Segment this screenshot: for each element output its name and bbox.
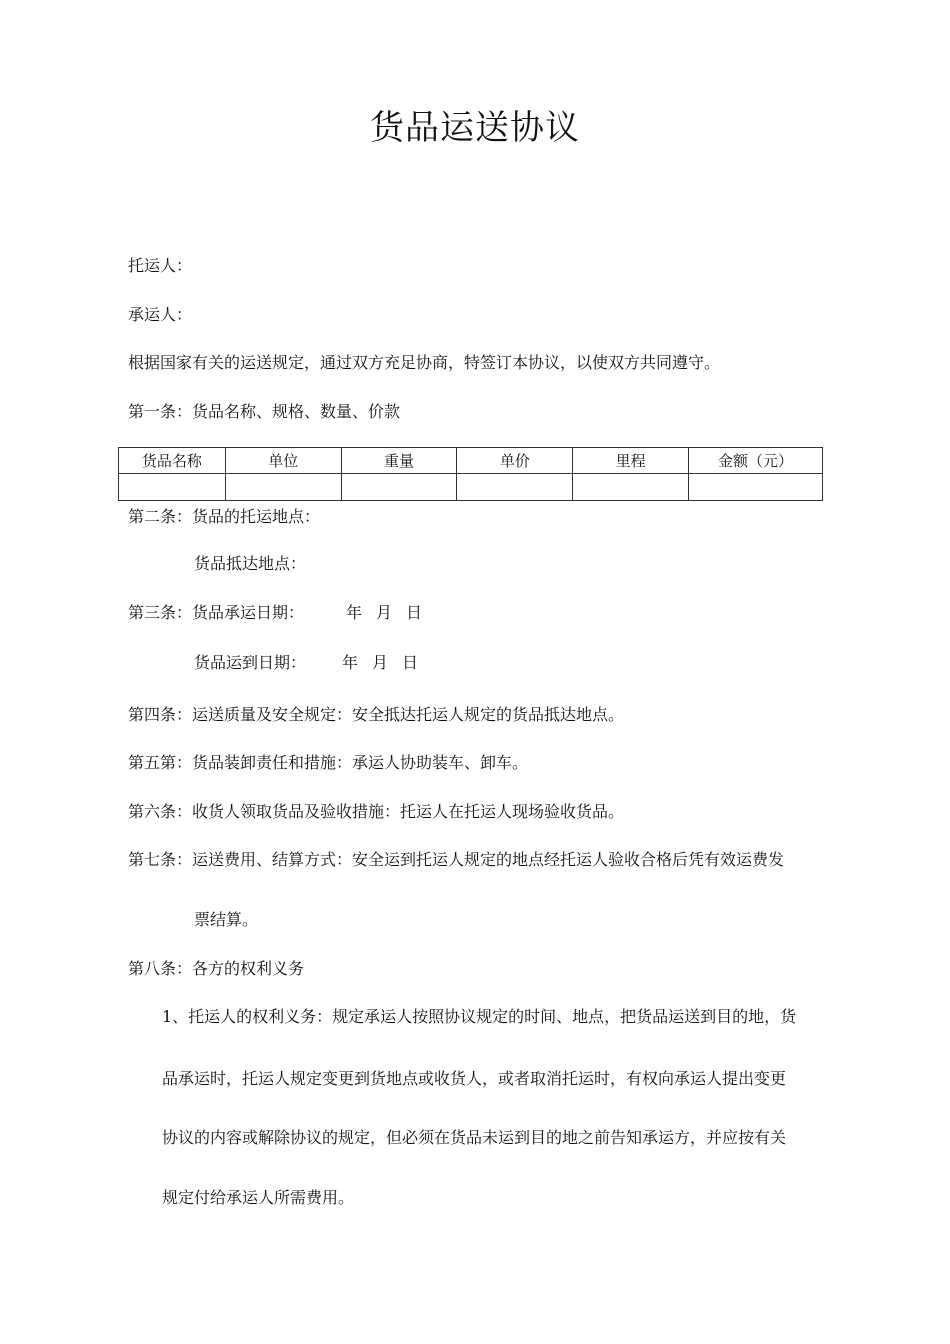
- article-7-line-2: 票结算。: [194, 910, 259, 929]
- year-unit: 年: [346, 603, 363, 622]
- month-unit: 月: [372, 653, 389, 672]
- article-8-heading: 第八条：各方的权利义务: [128, 959, 305, 978]
- table-row: [119, 474, 823, 501]
- month-unit: 月: [376, 603, 393, 622]
- arrival-date-label: 货品运到日期：: [194, 653, 307, 672]
- article-8-item-1-line: 规定付给承运人所需费用。: [162, 1188, 355, 1207]
- article-3-ship-date: [128, 602, 436, 624]
- consignor-label: 托运人：: [128, 256, 193, 275]
- carrier-label: 承运人：: [128, 305, 193, 324]
- table-cell[interactable]: [573, 474, 689, 501]
- article-2-origin: 第二条：货品的托运地点：: [128, 507, 321, 526]
- table-header-row: [119, 448, 823, 474]
- article-8-item-1-line: 1、托运人的权利义务：规定承运人按照协议规定的时间、地点，把货品运送到目的地，货: [162, 1007, 797, 1026]
- table-cell[interactable]: [457, 474, 573, 501]
- article-8-item-1-line: 协议的内容或解除协议的规定，但必须在货品未运到目的地之前告知承运方，并应按有关: [162, 1128, 787, 1147]
- table-header-cell: 重量: [341, 448, 457, 474]
- article-3-arrival-date: [194, 652, 432, 674]
- table-header-cell: 单位: [225, 448, 341, 474]
- table-cell[interactable]: [689, 474, 823, 501]
- day-unit: 日: [406, 603, 423, 622]
- goods-table: [118, 447, 823, 501]
- article-4-text: 第四条：运送质量及安全规定：安全抵达托运人规定的货品抵达地点。: [128, 705, 625, 724]
- table-header-cell: 单价: [457, 448, 573, 474]
- ship-date-label: 第三条：货品承运日期：: [128, 603, 305, 622]
- table-header-cell: 里程: [573, 448, 689, 474]
- article-2-destination: 货品抵达地点：: [194, 554, 307, 573]
- year-unit: 年: [342, 653, 359, 672]
- table-cell[interactable]: [341, 474, 457, 501]
- day-unit: 日: [402, 653, 419, 672]
- article-7-line-1: 第七条：运送费用、结算方式：安全运到托运人规定的地点经托运人验收合格后凭有效运费发: [128, 850, 785, 869]
- article-8-item-1-line: 品承运时，托运人规定变更到货地点或收货人，或者取消托运时，有权向承运人提出变更: [162, 1069, 787, 1088]
- article-1-heading: 第一条：货品名称、规格、数量、价款: [128, 402, 401, 421]
- table-header-cell: 货品名称: [119, 448, 226, 474]
- article-5-text: 第五第：货品装卸责任和措施：承运人协助装车、卸车。: [128, 753, 529, 772]
- preamble-text: 根据国家有关的运送规定，通过双方充足协商，特签订本协议，以使双方共同遵守。: [128, 353, 721, 372]
- page-title: 货品运送协议: [370, 108, 580, 148]
- table-cell[interactable]: [225, 474, 341, 501]
- article-6-text: 第六条：收货人领取货品及验收措施：托运人在托运人现场验收货品。: [128, 802, 625, 821]
- table-header-cell: 金额（元）: [689, 448, 823, 474]
- table-cell[interactable]: [119, 474, 226, 501]
